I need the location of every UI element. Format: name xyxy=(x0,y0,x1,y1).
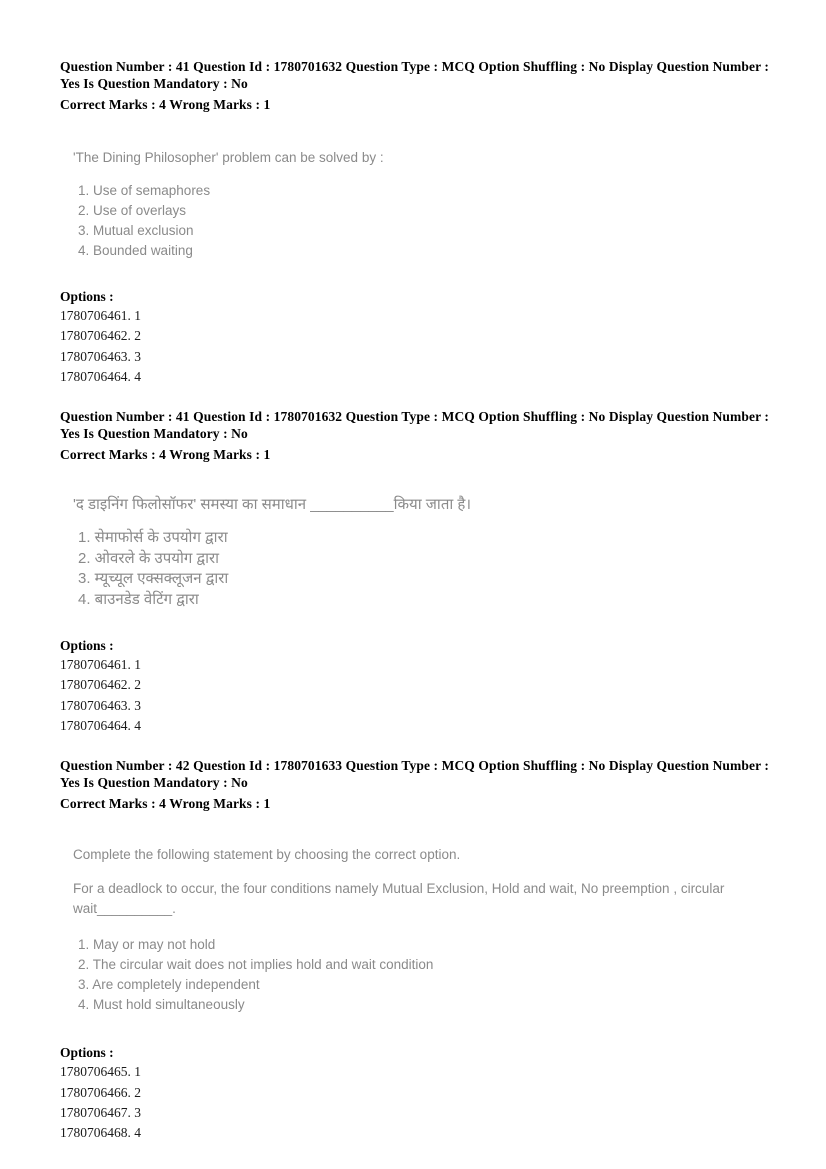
option-id-item: 1780706462. 2 xyxy=(60,328,141,344)
options-label: Options : xyxy=(60,638,114,654)
option-id-item: 1780706466. 2 xyxy=(60,1084,141,1100)
option-id-item: 1780706467. 3 xyxy=(60,1104,141,1120)
question-text: 'द डाइनिंग फिलोसॉफर' समस्या का समाधान __________किया जाता है। xyxy=(73,496,472,514)
option-id-item: 1780706461. 1 xyxy=(60,657,141,673)
options-section xyxy=(60,287,778,387)
choice-item: 4. Must hold simultaneously xyxy=(78,997,245,1013)
choices-list xyxy=(78,181,778,261)
choice-item: 1. सेमाफोर्स के उपयोग द्वारा xyxy=(78,529,228,547)
choice-item: 2. ओवरले के उपयोग द्वारा xyxy=(78,549,219,567)
question-body xyxy=(73,845,778,1015)
option-id-item: 1780706464. 4 xyxy=(60,368,141,384)
choice-item: 2. The circular wait does not implies hold and wait condition xyxy=(78,957,434,973)
options-label: Options : xyxy=(60,1045,114,1061)
option-id-item: 1780706468. 4 xyxy=(60,1125,141,1141)
choice-item: 3. म्यूच्यूल एक्सक्लूजन द्वारा xyxy=(78,570,229,588)
question-block-41-hindi xyxy=(60,408,778,736)
choice-item: 3. Mutual exclusion xyxy=(78,223,194,238)
option-id-item: 1780706463. 3 xyxy=(60,697,141,713)
choice-item: 2. Use of overlays xyxy=(78,203,187,218)
question-body xyxy=(73,495,778,610)
choice-item: 4. बाउनडेड वेटिंग द्वारा xyxy=(78,590,199,608)
question-meta: Question Number : 42 Question Id : 1780701633 Question Type : MCQ Option Shuffling : No Display Question Number : Yes Is Question Mandatory : No xyxy=(60,758,770,791)
question-marks: Correct Marks : 4 Wrong Marks : 1 xyxy=(60,447,271,463)
options-label: Options : xyxy=(60,289,114,304)
choice-item: 1. Use of semaphores xyxy=(78,183,211,198)
option-id-item: 1780706462. 2 xyxy=(60,677,141,693)
question-meta: Question Number : 41 Question Id : 1780701632 Question Type : MCQ Option Shuffling : No Display Question Number : Yes Is Question Mandatory : No xyxy=(60,409,770,442)
question-text: For a deadlock to occur, the four conditions namely Mutual Exclusion, Hold and wait, No preemption , circular wait__________. xyxy=(73,881,725,917)
choice-item: 1. May or may not hold xyxy=(78,937,216,953)
question-body xyxy=(73,148,778,261)
options-section xyxy=(60,636,778,736)
question-text: 'The Dining Philosopher' problem can be solved by : xyxy=(73,150,384,165)
choice-item: 4. Bounded waiting xyxy=(78,243,193,258)
question-meta: Question Number : 41 Question Id : 1780701632 Question Type : MCQ Option Shuffling : No Display Question Number : Yes Is Question Mandatory : No xyxy=(60,59,770,91)
choice-item: 3. Are completely independent xyxy=(78,977,260,993)
question-block-41-english xyxy=(60,58,778,387)
option-id-item: 1780706465. 1 xyxy=(60,1064,141,1080)
question-marks: Correct Marks : 4 Wrong Marks : 1 xyxy=(60,796,271,812)
question-text: Complete the following statement by choosing the correct option. xyxy=(73,847,461,863)
choices-list xyxy=(78,935,778,1015)
option-id-item: 1780706464. 4 xyxy=(60,718,141,734)
option-id-item: 1780706461. 1 xyxy=(60,308,141,323)
options-section xyxy=(60,1043,778,1143)
question-block-42 xyxy=(60,757,778,1143)
choices-list xyxy=(78,528,778,610)
option-id-item: 1780706463. 3 xyxy=(60,348,141,364)
question-marks: Correct Marks : 4 Wrong Marks : 1 xyxy=(60,97,271,112)
